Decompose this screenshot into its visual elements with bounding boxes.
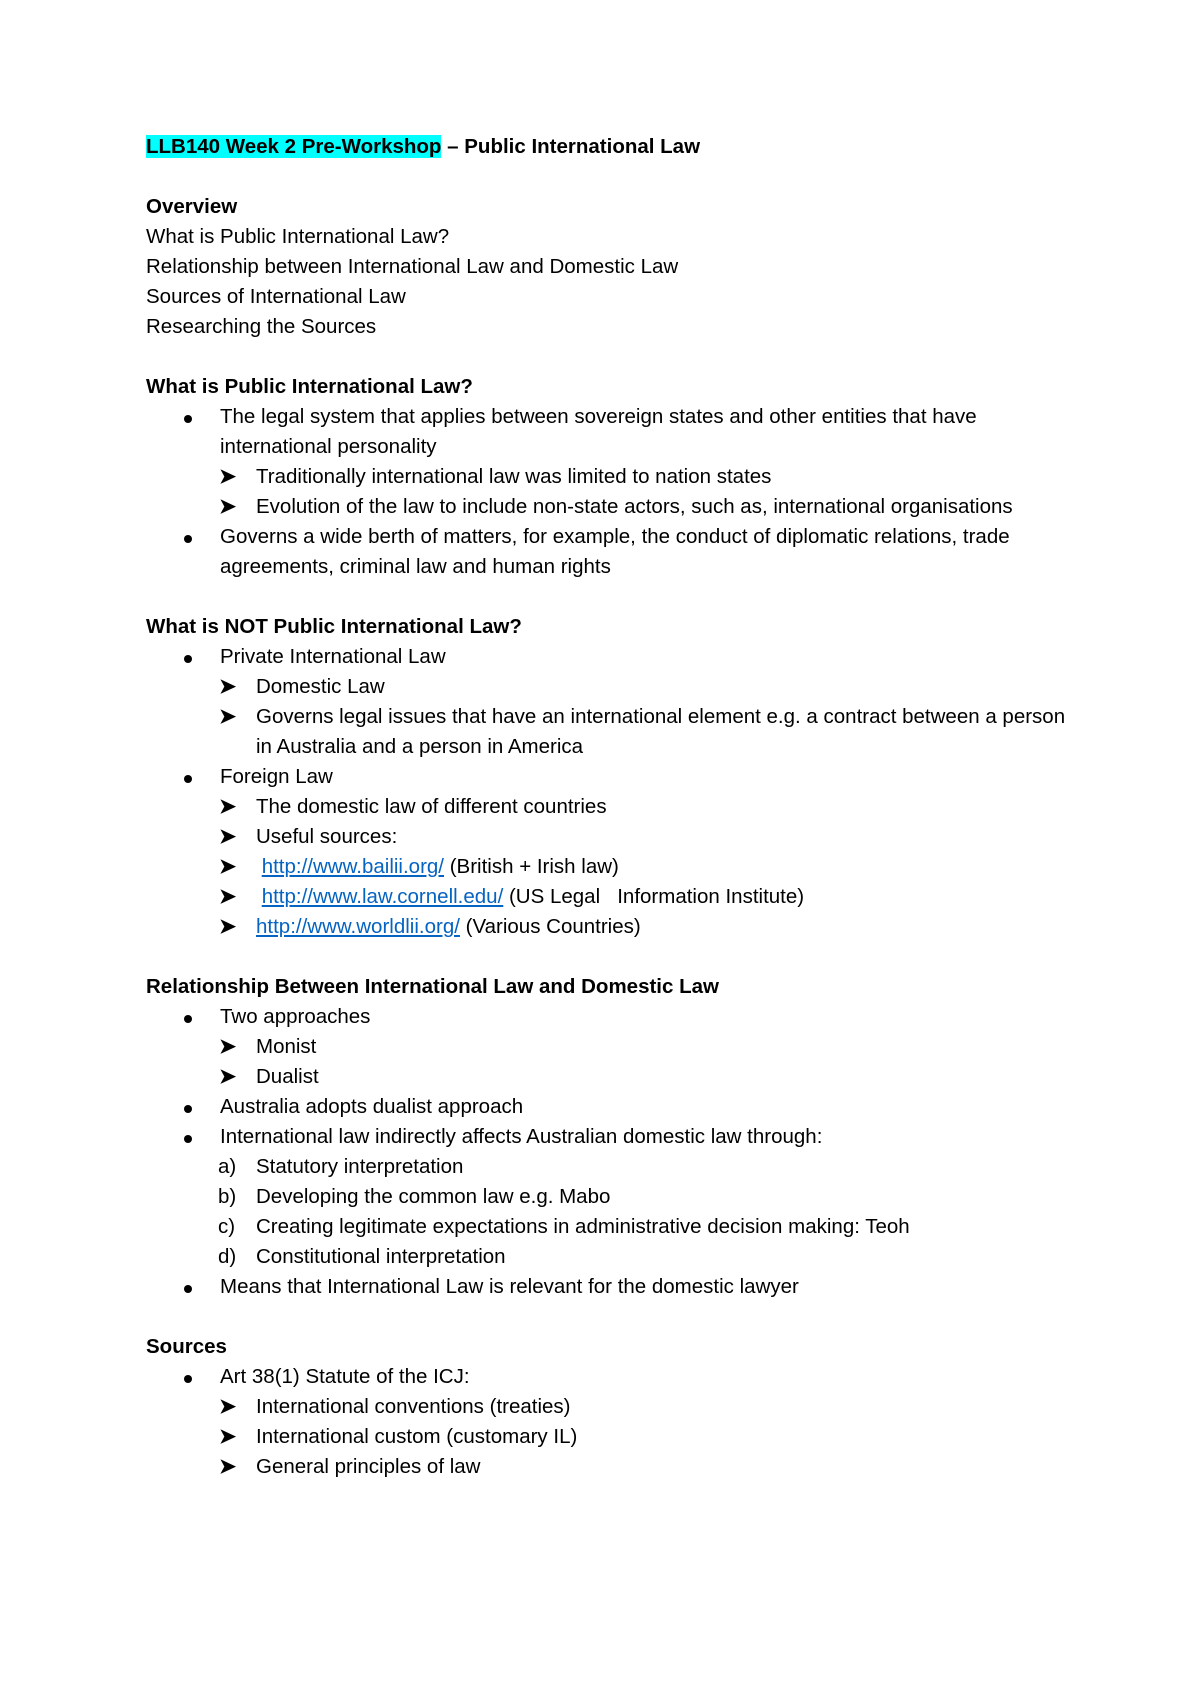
list-item-text: Two approaches (220, 1005, 371, 1028)
list-item-text: Useful sources: (256, 825, 398, 848)
list-marker: d) (218, 1245, 237, 1268)
list-item-text: International law indirectly affects Australian domestic law through: (220, 1125, 823, 1148)
lettered-item (146, 1242, 1086, 1272)
what-is-list (146, 402, 1086, 582)
sub-list-item (146, 822, 1086, 852)
list-item-text: Evolution of the law to include non-state actors, such as, international organisations (256, 495, 1013, 518)
list-item (146, 1122, 1086, 1152)
list-item (146, 1092, 1086, 1122)
document-title (146, 132, 1086, 162)
list-item (146, 1272, 1086, 1302)
list-item-text: Art 38(1) Statute of the ICJ: (220, 1365, 470, 1388)
arrow-bullet-icon: ➤ (219, 885, 237, 908)
lettered-item (146, 1182, 1086, 1212)
bullet-icon (184, 1135, 192, 1143)
lettered-item (146, 1212, 1086, 1242)
section-heading-relationship: Relationship Between International Law and Domestic Law (146, 975, 719, 998)
relationship-list (146, 1002, 1086, 1302)
document-page (146, 132, 1086, 1482)
link-cornell[interactable]: http://www.law.cornell.edu/ (261, 885, 504, 908)
arrow-bullet-icon: ➤ (219, 825, 237, 848)
sub-list-item (146, 1392, 1086, 1422)
sub-list-item (146, 912, 1086, 942)
list-item-text: Traditionally international law was limited to nation states (256, 465, 772, 488)
sources-list (146, 1362, 1086, 1482)
list-item (146, 762, 1086, 792)
bullet-icon (184, 1015, 192, 1023)
overview-heading: Overview (146, 195, 238, 218)
sub-list-item (146, 672, 1086, 702)
list-marker: a) (218, 1155, 237, 1178)
sub-list-item (146, 1422, 1086, 1452)
list-item-text: Private International Law (220, 645, 446, 668)
list-item-text: Foreign Law (220, 765, 333, 788)
arrow-bullet-icon: ➤ (219, 855, 237, 878)
sub-list-item (146, 1452, 1086, 1482)
overview-item: What is Public International Law? (146, 225, 450, 248)
link-worldlii[interactable]: http://www.worldlii.org/ (256, 915, 460, 938)
sub-list-item (146, 1032, 1086, 1062)
list-item-text: International custom (customary IL) (256, 1425, 578, 1448)
list-item-text: Means that International Law is relevant for the domestic lawyer (220, 1275, 799, 1298)
list-item-text: The legal system that applies between sovereign states and other entities that have international personality (220, 405, 977, 458)
section-heading-sources: Sources (146, 1335, 227, 1358)
list-item-text: Australia adopts dualist approach (220, 1095, 524, 1118)
arrow-bullet-icon: ➤ (219, 705, 237, 728)
arrow-bullet-icon: ➤ (219, 795, 237, 818)
list-item (146, 642, 1086, 672)
list-item-text: Creating legitimate expectations in administrative decision making: Teoh (256, 1215, 910, 1238)
arrow-bullet-icon: ➤ (219, 465, 237, 488)
sub-list-item (146, 702, 1086, 762)
arrow-bullet-icon: ➤ (219, 495, 237, 518)
arrow-bullet-icon: ➤ (219, 1455, 237, 1478)
bullet-icon (184, 535, 192, 543)
sub-list-item (146, 492, 1086, 522)
overview-item: Relationship between International Law and Domestic Law (146, 255, 679, 278)
bullet-icon (184, 1105, 192, 1113)
list-item-text: Statutory interpretation (256, 1155, 464, 1178)
arrow-bullet-icon: ➤ (219, 675, 237, 698)
bullet-icon (184, 1375, 192, 1383)
overview-item: Researching the Sources (146, 315, 377, 338)
list-item (146, 1362, 1086, 1392)
arrow-bullet-icon: ➤ (219, 1035, 237, 1058)
bullet-icon (184, 775, 192, 783)
link-bailii[interactable]: http://www.bailii.org/ (261, 855, 445, 878)
title-rest: – Public International Law (441, 135, 701, 158)
list-item-text: Developing the common law e.g. Mabo (256, 1185, 611, 1208)
sub-list-item (146, 792, 1086, 822)
overview-item: Sources of International Law (146, 285, 406, 308)
arrow-bullet-icon: ➤ (219, 1425, 237, 1448)
title-highlight: LLB140 Week 2 Pre-Workshop (146, 135, 442, 158)
link-note: (Various Countries) (459, 915, 641, 938)
list-marker: c) (218, 1215, 236, 1238)
link-note: (US Legal Information Institute) (503, 885, 805, 908)
lettered-item (146, 1152, 1086, 1182)
bullet-icon (184, 655, 192, 663)
link-note: (British + Irish law) (444, 855, 619, 878)
bullet-icon (184, 1285, 192, 1293)
list-item-text: The domestic law of different countries (256, 795, 607, 818)
list-item-text: Monist (256, 1035, 317, 1058)
arrow-bullet-icon: ➤ (219, 1065, 237, 1088)
list-item-text: Governs a wide berth of matters, for example, the conduct of diplomatic relations, trade agreements, criminal law and human rights (220, 525, 1010, 578)
list-item-text: Governs legal issues that have an international element e.g. a contract between a person in Australia and a person in America (256, 705, 1066, 758)
list-item-text: Constitutional interpretation (256, 1245, 506, 1268)
bullet-icon (184, 415, 192, 423)
section-heading-what-is-not: What is NOT Public International Law? (146, 615, 522, 638)
list-item-text: International conventions (treaties) (256, 1395, 571, 1418)
sub-list-item (146, 882, 1086, 912)
what-is-not-list (146, 642, 1086, 942)
list-item-text: Dualist (256, 1065, 319, 1088)
sub-list-item (146, 852, 1086, 882)
list-item-text: Domestic Law (256, 675, 385, 698)
list-item (146, 402, 1086, 462)
list-marker: b) (218, 1185, 237, 1208)
section-heading-what-is: What is Public International Law? (146, 375, 473, 398)
sub-list-item (146, 1062, 1086, 1092)
list-item (146, 522, 1086, 582)
sub-list-item (146, 462, 1086, 492)
list-item-text: General principles of law (256, 1455, 481, 1478)
arrow-bullet-icon: ➤ (219, 1395, 237, 1418)
arrow-bullet-icon: ➤ (219, 915, 237, 938)
list-item (146, 1002, 1086, 1032)
